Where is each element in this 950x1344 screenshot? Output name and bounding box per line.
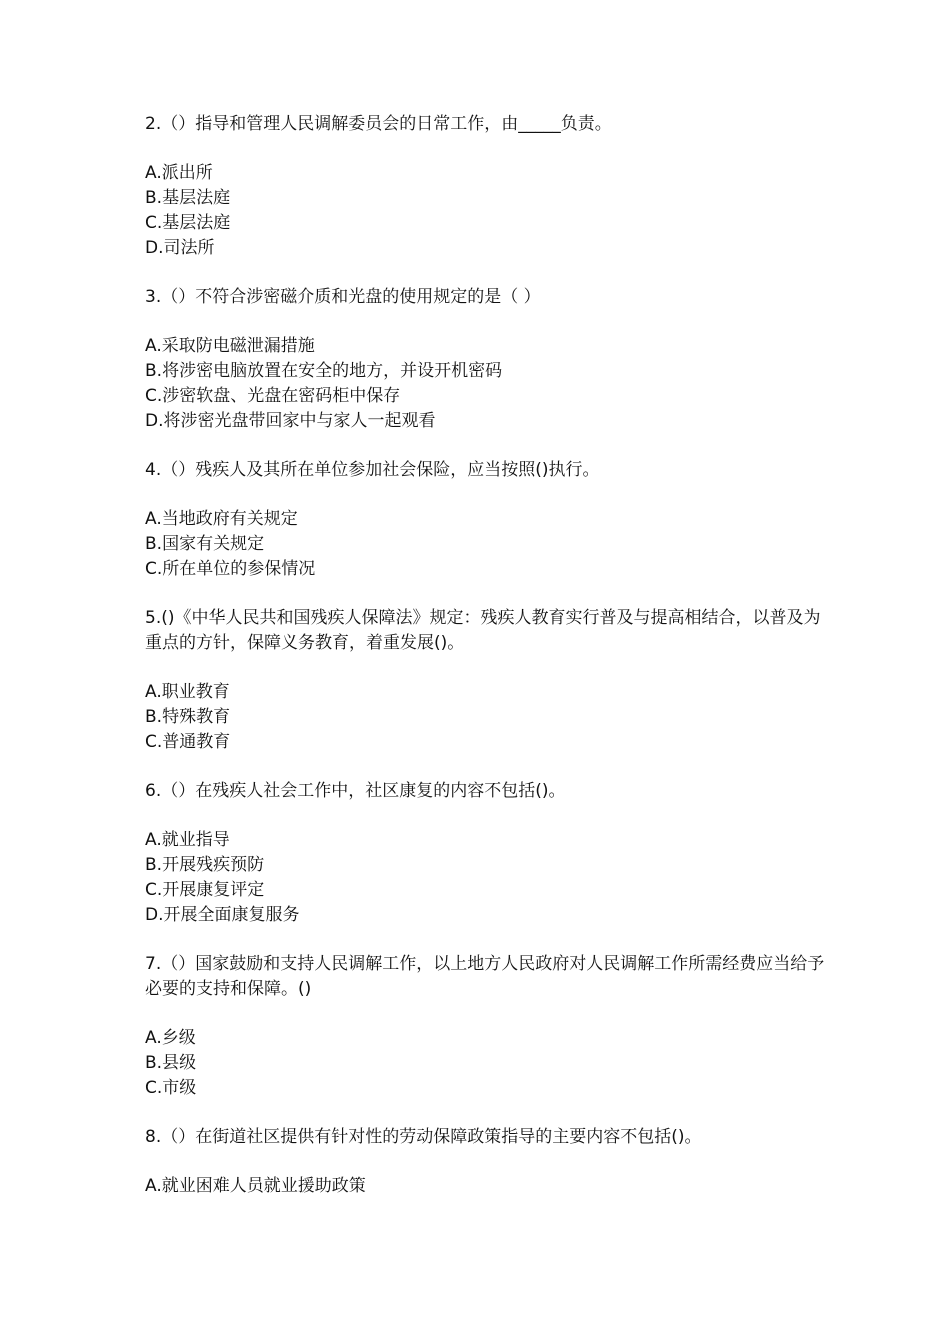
option-c: C.市级	[145, 1078, 197, 1098]
question-list	[145, 112, 825, 1223]
option-c: C.开展康复评定	[145, 880, 265, 900]
option-c: C.基层法庭	[145, 213, 231, 233]
question-8	[145, 1125, 825, 1199]
question-stem: 2.（）指导和管理人民调解委员会的日常工作，由_____负责。	[145, 114, 612, 134]
option-list	[145, 1026, 825, 1101]
option-c: C.涉密软盘、光盘在密码柜中保存	[145, 386, 401, 406]
question-5	[145, 606, 825, 755]
option-d: D.司法所	[145, 238, 215, 258]
option-list	[145, 828, 825, 928]
question-stem: 3.（）不符合涉密磁介质和光盘的使用规定的是（ ）	[145, 287, 541, 307]
option-c: C.普通教育	[145, 732, 231, 752]
option-b: B.开展残疾预防	[145, 855, 265, 875]
option-b: B.国家有关规定	[145, 534, 265, 554]
question-6	[145, 779, 825, 928]
option-b: B.基层法庭	[145, 188, 231, 208]
option-list	[145, 1174, 825, 1199]
option-a: A.职业教育	[145, 682, 230, 702]
question-stem: 7.（）国家鼓励和支持人民调解工作，以上地方人民政府对人民调解工作所需经费应当给予必要的支持和保障。()	[145, 954, 825, 999]
option-list	[145, 334, 825, 434]
option-a: A.就业困难人员就业援助政策	[145, 1176, 366, 1196]
option-c: C.所在单位的参保情况	[145, 559, 316, 579]
option-list	[145, 507, 825, 582]
option-b: B.将涉密电脑放置在安全的地方，并设开机密码	[145, 361, 503, 381]
option-list	[145, 680, 825, 755]
question-stem: 4.（）残疾人及其所在单位参加社会保险，应当按照()执行。	[145, 460, 600, 480]
question-stem: 6.（）在残疾人社会工作中，社区康复的内容不包括()。	[145, 781, 566, 801]
question-4	[145, 458, 825, 582]
option-a: A.就业指导	[145, 830, 230, 850]
option-list	[145, 161, 825, 261]
option-b: B.特殊教育	[145, 707, 231, 727]
option-a: A.采取防电磁泄漏措施	[145, 336, 315, 356]
option-b: B.县级	[145, 1053, 197, 1073]
question-2	[145, 112, 825, 261]
option-d: D.开展全面康复服务	[145, 905, 300, 925]
option-a: A.乡级	[145, 1028, 196, 1048]
option-a: A.当地政府有关规定	[145, 509, 298, 529]
question-stem: 5.()《中华人民共和国残疾人保障法》规定：残疾人教育实行普及与提高相结合，以普及为重点的方针，保障义务教育，着重发展()。	[145, 608, 821, 653]
question-3	[145, 285, 825, 434]
option-d: D.将涉密光盘带回家中与家人一起观看	[145, 411, 436, 431]
option-a: A.派出所	[145, 163, 213, 183]
question-7	[145, 952, 825, 1101]
question-stem: 8.（）在街道社区提供有针对性的劳动保障政策指导的主要内容不包括()。	[145, 1127, 702, 1147]
